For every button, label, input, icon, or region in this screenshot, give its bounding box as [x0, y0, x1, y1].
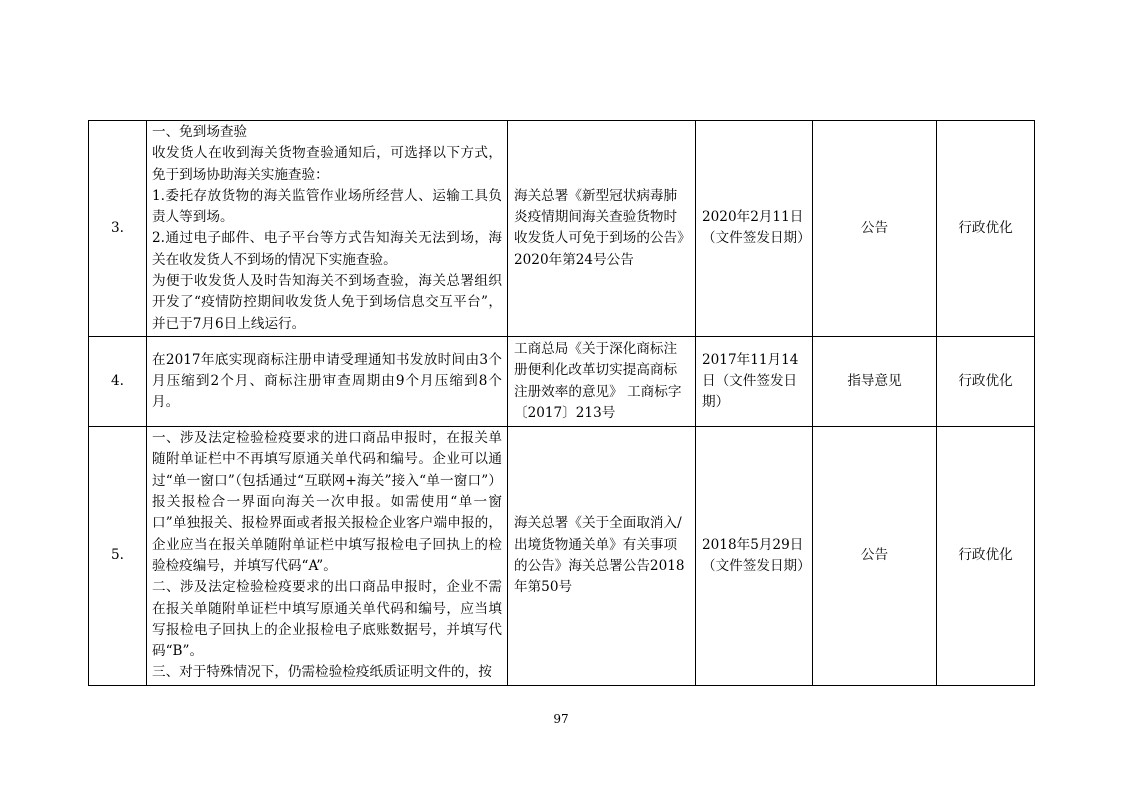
measure-content: [147, 427, 508, 686]
measure-content: [147, 121, 508, 337]
content-paragraph: 2.通过电子邮件、电子平台等方式告知海关无法到场，海关在收发货人不到场的情况下实施查验。: [152, 230, 502, 268]
content-paragraph: 为便于收发货人及时告知海关不到场查验，海关总署组织开发了“疫情防控期间收发货人免于到场信息交互平台”，并已于7月6日上线运行。: [152, 273, 502, 332]
table-row: [89, 336, 1035, 426]
issue-date: 2017年11月14日（文件签发日期）: [696, 336, 813, 426]
content-paragraph: 一、涉及法定检验检疫要求的进口商品申报时，在报关单随附单证栏中不再填写原通关单代码和编号。企业可以通过“单一窗口”（包括通过“互联网+海关”接入“单一窗口”）报关报检合一界面向海关一次申报。如需使用“单一窗口”单独报关、报检界面或者报关报检企业客户端申报的，企业应当在报关单随附单证栏中填写报检电子回执上的检验检疫编号，并填写代码“A”。: [152, 430, 502, 574]
category: 行政优化: [937, 336, 1035, 426]
policy-basis: 工商总局《关于深化商标注册便利化改革切实提高商标注册效率的意见》 工商标字〔2017〕213号: [508, 336, 696, 426]
content-paragraph: 在2017年底实现商标注册申请受理通知书发放时间由3个月压缩到2个月、商标注册审查周期由9个月压缩到8个月。: [152, 351, 502, 411]
row-number: 3.: [89, 121, 147, 337]
content-paragraph: 一、免到场查验: [152, 124, 248, 140]
row-number: 5.: [89, 427, 147, 686]
content-paragraph: 三、对于特殊情况下，仍需检验检疫纸质证明文件的，按: [152, 664, 492, 681]
content-paragraph: 收发货人在收到海关货物查验通知后，可选择以下方式，免于到场协助海关实施查验：: [152, 145, 502, 183]
content-paragraph: 1.委托存放货物的海关监管作业场所经营人、运输工具负责人等到场。: [152, 187, 502, 226]
category: 行政优化: [937, 427, 1035, 686]
issue-date: 2018年5月29日（文件签发日期）: [696, 427, 813, 686]
table-row: [89, 427, 1035, 686]
policy-basis: 海关总署《新型冠状病毒肺炎疫情期间海关查验货物时收发货人可免于到场的公告》2020年第24号公告: [508, 121, 696, 337]
document-type: 公告: [813, 121, 937, 337]
table-row: [89, 121, 1035, 337]
measure-content: [147, 336, 508, 426]
measures-table: [88, 120, 1035, 686]
policy-basis: 海关总署《关于全面取消入/出境货物通关单》有关事项的公告》海关总署公告2018年第50号: [508, 427, 696, 686]
category: 行政优化: [937, 121, 1035, 337]
document-type: 公告: [813, 427, 937, 686]
document-type: 指导意见: [813, 336, 937, 426]
page-number: 97: [553, 712, 569, 726]
issue-date: 2020年2月11日（文件签发日期）: [696, 121, 813, 337]
row-number: 4.: [89, 336, 147, 426]
content-paragraph: 二、涉及法定检验检疫要求的出口商品申报时，企业不需在报关单随附单证栏中填写原通关单代码和编号，应当填写报检电子回执上的企业报检电子底账数据号，并填写代码“B”。: [152, 579, 502, 660]
